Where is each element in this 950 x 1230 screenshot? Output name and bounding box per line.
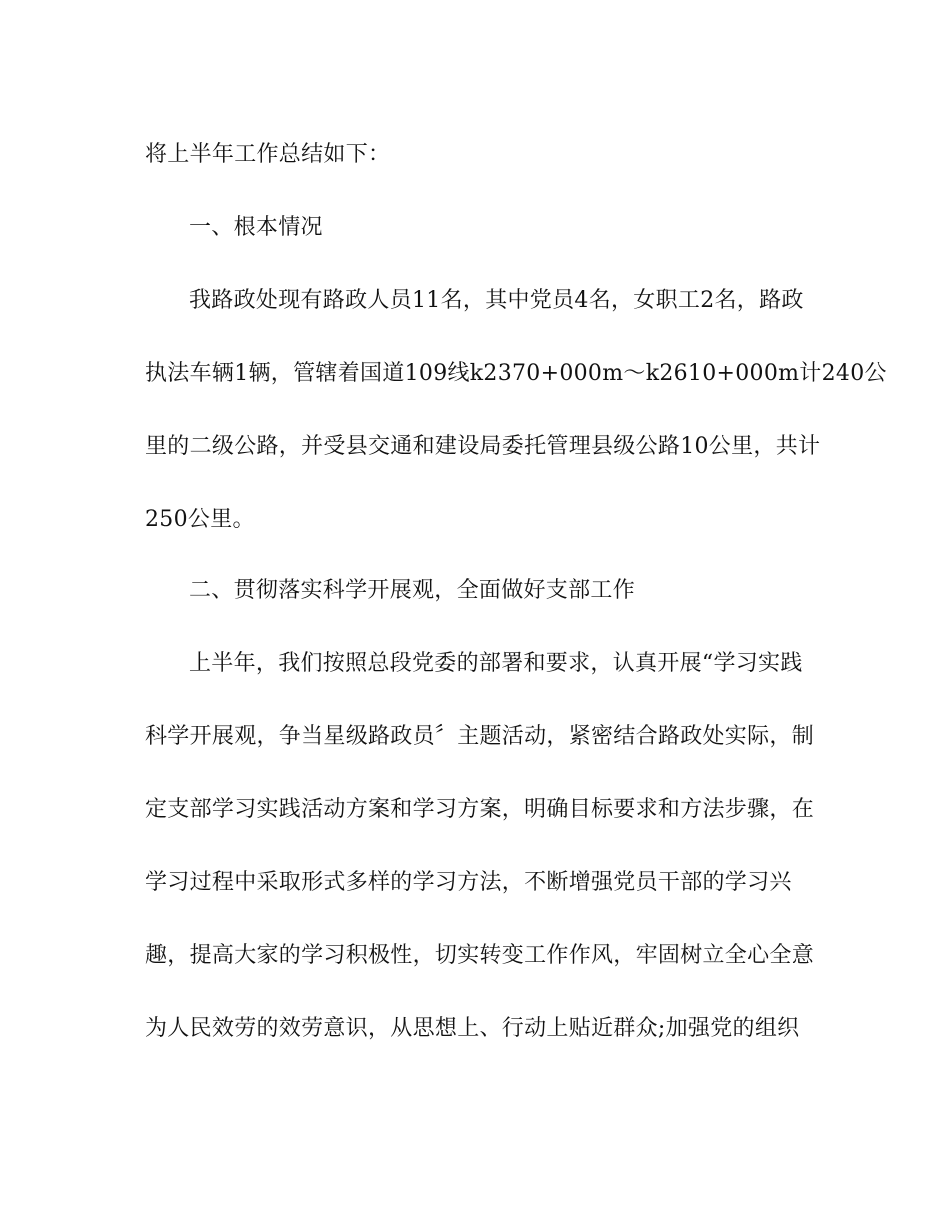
text-line: 上半年，我们按照总段党委的部署和要求，认真开展“学习实践: [189, 651, 803, 676]
text-line: 定支部学习实践活动方案和学习方案，明确目标要求和方法步骤，在: [145, 797, 815, 822]
text-line: 将上半年工作总结如下：: [145, 142, 391, 167]
text-line: 执法车辆1辆，管辖着国道109线k2370+000m～k2610+000m计240公: [145, 361, 887, 386]
text-line: 为人民效劳的效劳意识，从思想上、行动上贴近群众;加强党的组织: [145, 1016, 800, 1041]
text-line: 我路政处现有路政人员11名，其中党员4名，女职工2名，路政: [189, 288, 804, 313]
text-line: 趣，提高大家的学习积极性，切实转变工作作风，牢固树立全心全意: [145, 943, 815, 968]
text-line: 科学开展观，争当星级路政员〞主题活动，紧密结合路政处实际，制: [145, 724, 815, 749]
text-line: 里的二级公路，并受县交通和建设局委托管理县级公路10公里，共计: [145, 434, 821, 459]
section-heading: 二、贯彻落实科学开展观，全面做好支部工作: [189, 578, 636, 603]
text-line: 250公里。: [145, 507, 255, 532]
section-heading: 一、根本情况: [189, 215, 323, 240]
text-line: 学习过程中采取形式多样的学习方法，不断增强党员干部的学习兴: [145, 870, 792, 895]
